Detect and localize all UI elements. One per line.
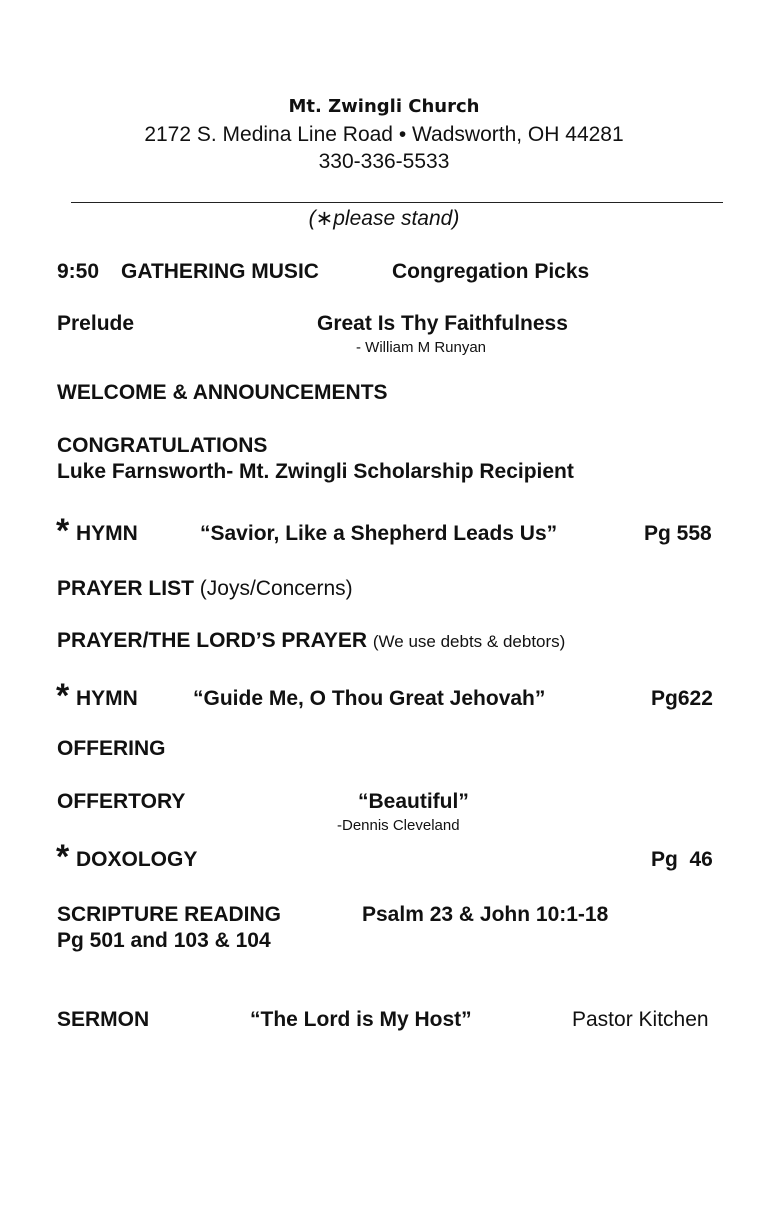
scripture-pages: Pg 501 and 103 & 104 — [57, 929, 271, 952]
church-name: Mt. Zwingli Church — [288, 96, 480, 117]
lords-prayer-note: (We use debts & debtors) — [372, 632, 566, 651]
congrats-label: CONGRATULATIONS — [57, 434, 268, 457]
stand-marker: * — [56, 838, 70, 876]
offering-label: OFFERING — [57, 737, 166, 760]
gathering-detail: Congregation Picks — [392, 260, 590, 283]
stand-note: (∗please stand) — [308, 207, 460, 230]
prayer-list-label: PRAYER LIST — [57, 577, 194, 600]
sermon-title: “The Lord is My Host” — [250, 1008, 472, 1031]
sermon-speaker: Pastor Kitchen — [572, 1008, 709, 1031]
prelude-credit: - William M Runyan — [356, 339, 487, 356]
hymn1-page: Pg 558 — [644, 522, 712, 545]
prelude-label: Prelude — [57, 312, 135, 335]
prelude-title: Great Is Thy Faithfulness — [317, 312, 568, 335]
scripture-label: SCRIPTURE READING — [57, 903, 282, 926]
stand-marker: * — [56, 677, 70, 715]
church-address: 2172 S. Medina Line Road • Wadsworth, OH 44281 — [144, 123, 624, 146]
stand-marker: * — [56, 512, 70, 550]
offertory-credit: -Dennis Cleveland — [337, 817, 460, 834]
gathering-label: GATHERING MUSIC — [121, 260, 319, 283]
doxology-page: Pg 46 — [651, 848, 713, 871]
hymn1-label: HYMN — [76, 522, 138, 545]
welcome-label: WELCOME & ANNOUNCEMENTS — [57, 381, 388, 404]
sermon-label: SERMON — [57, 1008, 150, 1031]
hymn2-label: HYMN — [76, 687, 138, 710]
hymn2-page: Pg622 — [651, 687, 713, 710]
prayer-list-note: (Joys/Concerns) — [199, 577, 353, 600]
offertory-title: “Beautiful” — [358, 790, 469, 813]
hymn2-title: “Guide Me, O Thou Great Jehovah” — [193, 687, 546, 710]
prayer-list — [57, 577, 353, 601]
header-divider — [71, 202, 723, 203]
gathering-time: 9:50 — [57, 260, 100, 283]
lords-prayer — [57, 629, 565, 653]
hymn1-title: “Savior, Like a Shepherd Leads Us” — [200, 522, 558, 545]
doxology-label: DOXOLOGY — [76, 848, 198, 871]
offertory-label: OFFERTORY — [57, 790, 186, 813]
church-phone: 330-336-5533 — [318, 150, 450, 173]
lords-prayer-label: PRAYER/THE LORD’S PRAYER — [57, 629, 368, 652]
scripture-title: Psalm 23 & John 10:1-18 — [362, 903, 609, 926]
congrats-detail: Luke Farnsworth- Mt. Zwingli Scholarship Recipient — [57, 460, 574, 483]
